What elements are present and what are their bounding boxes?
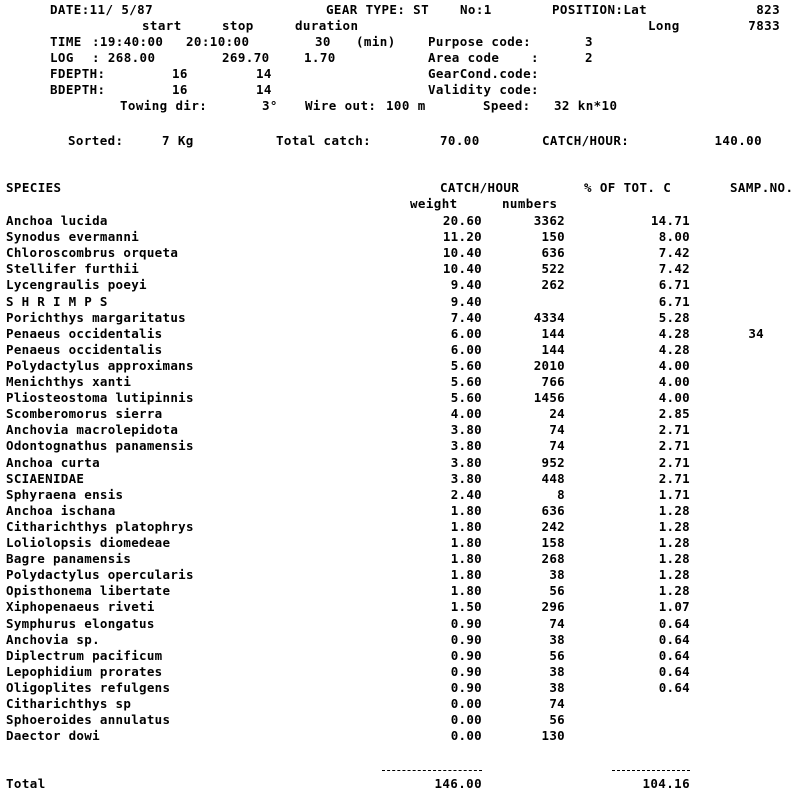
species-name: Sphoeroides annulatus <box>6 712 171 728</box>
numbers-per-hour: 74 <box>549 615 565 631</box>
total-percent: 104.16 <box>642 776 690 791</box>
longitude-label: Long <box>648 18 680 33</box>
weight-per-hour: 3.80 <box>450 438 482 454</box>
weight-per-hour: 1.80 <box>450 551 482 567</box>
species-name: Citharichthys sp <box>6 696 132 711</box>
percent-of-total: 0.64 <box>658 647 690 663</box>
column-start-header: start <box>142 18 182 33</box>
table-row <box>0 277 800 293</box>
sample-number: 34 <box>748 325 764 341</box>
species-name: Anchovia sp. <box>6 631 100 647</box>
table-row <box>0 616 800 632</box>
bdepth-start: 16 <box>172 82 188 97</box>
percent-of-total: 1.28 <box>658 535 690 550</box>
total-catch-value: 70.00 <box>440 133 480 148</box>
weight-per-hour: 7.40 <box>450 309 482 325</box>
species-name: Lepophidium prorates <box>6 663 163 679</box>
purpose-code-value: 3 <box>585 34 593 49</box>
towing-dir-value: 3° <box>262 98 278 113</box>
time-label: TIME <box>50 34 82 49</box>
numbers-per-hour: 56 <box>549 647 565 663</box>
numbers-per-hour: 766 <box>541 374 565 389</box>
weight-per-hour: 1.80 <box>450 583 482 599</box>
validity-code-label: Validity code: <box>428 82 539 97</box>
percent-of-total: 4.00 <box>658 357 690 373</box>
table-row <box>0 599 800 615</box>
weight-per-hour: 3.80 <box>450 470 482 486</box>
table-row <box>0 390 800 406</box>
percent-of-total: 0.64 <box>658 679 690 695</box>
numbers-per-hour: 8 <box>557 486 565 502</box>
table-row <box>0 712 800 728</box>
species-name: SCIAENIDAE <box>6 470 85 486</box>
percent-of-total: 1.28 <box>658 583 690 599</box>
species-name: Anchoa ischana <box>6 502 116 518</box>
time-stop: 20:10:00 <box>186 34 250 49</box>
numbers-per-hour: 74 <box>549 696 565 711</box>
species-name: Sphyraena ensis <box>6 486 124 502</box>
table-row <box>0 326 800 342</box>
percent-of-total: 7.42 <box>658 245 690 261</box>
percent-of-total: 2.71 <box>658 438 690 454</box>
species-name: S H R I M P S <box>6 293 108 309</box>
fdepth-label: FDEPTH: <box>50 66 106 81</box>
weight-per-hour: 2.40 <box>450 486 482 502</box>
species-name: Xiphopenaeus riveti <box>6 599 155 615</box>
towing-dir-label: Towing dir: <box>120 98 208 113</box>
numbers-per-hour: 448 <box>541 470 565 486</box>
percent-of-total-column-header: % OF TOT. C <box>584 180 672 195</box>
numbers-per-hour: 74 <box>549 422 565 438</box>
speed-value: 32 kn*10 <box>554 98 618 113</box>
species-name: Opisthonema libertate <box>6 583 171 599</box>
numbers-per-hour: 296 <box>541 599 565 615</box>
percent-of-total: 14.71 <box>650 213 690 228</box>
weight-per-hour: 5.60 <box>450 357 482 373</box>
numbers-per-hour: 522 <box>541 261 565 277</box>
table-row <box>0 696 800 712</box>
weight-per-hour: 1.80 <box>450 518 482 534</box>
table-row <box>0 728 800 744</box>
numbers-per-hour: 24 <box>549 406 565 422</box>
percent-of-total: 8.00 <box>658 229 690 245</box>
percent-of-total: 6.71 <box>658 277 690 293</box>
table-row <box>0 632 800 648</box>
table-row <box>0 213 800 229</box>
total-catch-label: Total catch: <box>276 133 372 148</box>
table-row <box>0 229 800 245</box>
table-row <box>0 519 800 535</box>
percent-of-total: 1.28 <box>658 518 690 534</box>
time-duration: 30 <box>315 34 331 49</box>
station-no-label: No:1 <box>460 2 492 17</box>
table-row <box>0 487 800 503</box>
time-start: :19:40:00 <box>92 34 164 49</box>
species-name: Loliolopsis diomedeae <box>6 535 171 550</box>
table-row <box>0 374 800 390</box>
species-name: Polydactylus approximans <box>6 357 194 373</box>
numbers-per-hour: 38 <box>549 663 565 679</box>
percent-of-total: 1.28 <box>658 567 690 583</box>
numbers-subheader: numbers <box>502 196 558 211</box>
percent-of-total: 6.71 <box>658 293 690 309</box>
speed-label: Speed: <box>483 98 531 113</box>
weight-per-hour: 1.80 <box>450 567 482 583</box>
numbers-per-hour: 74 <box>549 438 565 454</box>
species-name: Stellifer furthii <box>6 261 140 277</box>
column-stop-header: stop <box>222 18 254 33</box>
total-label: Total <box>6 776 46 791</box>
weight-per-hour: 0.90 <box>450 615 482 631</box>
sorted-label: Sorted: <box>68 133 124 148</box>
table-row <box>0 535 800 551</box>
weight-per-hour: 5.60 <box>450 374 482 389</box>
weight-per-hour: 0.90 <box>450 647 482 663</box>
species-name: Porichthys margaritatus <box>6 309 186 325</box>
percent-of-total: 1.28 <box>658 502 690 518</box>
bdepth-stop: 14 <box>256 82 272 97</box>
species-name: Daector dowi <box>6 728 100 744</box>
numbers-per-hour: 130 <box>541 728 565 744</box>
wire-out-value: 100 m <box>386 98 426 113</box>
latitude-value: 823 <box>756 2 780 17</box>
percent-of-total: 4.00 <box>658 390 690 406</box>
weight-per-hour: 3.80 <box>450 454 482 470</box>
table-row <box>0 455 800 471</box>
species-name: Penaeus occidentalis <box>6 341 163 357</box>
table-row <box>0 358 800 374</box>
species-name: Anchovia macrolepidota <box>6 422 179 438</box>
table-row <box>0 310 800 326</box>
table-row <box>0 422 800 438</box>
table-row <box>0 583 800 599</box>
numbers-per-hour: 158 <box>541 535 565 550</box>
table-row <box>0 648 800 664</box>
species-name: Polydactylus opercularis <box>6 567 194 583</box>
numbers-per-hour: 150 <box>541 229 565 245</box>
weight-per-hour: 20.60 <box>442 213 482 228</box>
numbers-per-hour: 56 <box>549 583 565 599</box>
percent-of-total: 0.64 <box>658 663 690 679</box>
bdepth-label: BDEPTH: <box>50 82 106 97</box>
weight-per-hour: 9.40 <box>450 277 482 293</box>
percent-of-total: 4.28 <box>658 341 690 357</box>
weight-total-rule <box>382 770 482 771</box>
position-label: POSITION:Lat <box>552 2 648 17</box>
weight-per-hour: 1.80 <box>450 502 482 518</box>
species-name: Oligoplites refulgens <box>6 679 171 695</box>
table-row <box>0 680 800 696</box>
species-name: Lycengraulis poeyi <box>6 277 147 293</box>
weight-per-hour: 6.00 <box>450 341 482 357</box>
percent-of-total: 7.42 <box>658 261 690 277</box>
percent-of-total: 1.28 <box>658 551 690 567</box>
fdepth-start: 16 <box>172 66 188 81</box>
percent-of-total: 2.71 <box>658 422 690 438</box>
numbers-per-hour: 38 <box>549 567 565 583</box>
sample-number-column-header: SAMP.NO. <box>730 180 794 195</box>
species-name: Bagre panamensis <box>6 551 132 567</box>
species-name: Chloroscombrus orqueta <box>6 245 179 261</box>
numbers-per-hour: 268 <box>541 551 565 567</box>
wire-out-label: Wire out: <box>305 98 377 113</box>
log-label: LOG <box>50 50 74 65</box>
catch-hour-column-header: CATCH/HOUR <box>440 180 520 195</box>
weight-per-hour: 0.90 <box>450 631 482 647</box>
species-name: Citharichthys platophrys <box>6 518 194 534</box>
purpose-code-label: Purpose code: <box>428 34 532 49</box>
percent-total-rule <box>612 770 690 771</box>
percent-of-total: 4.00 <box>658 374 690 389</box>
species-name: Synodus evermanni <box>6 229 140 245</box>
weight-per-hour: 0.90 <box>450 663 482 679</box>
percent-of-total: 2.85 <box>658 406 690 422</box>
table-row <box>0 503 800 519</box>
numbers-per-hour: 38 <box>549 679 565 695</box>
log-stop: 269.70 <box>222 50 270 65</box>
weight-per-hour: 0.00 <box>450 728 482 744</box>
weight-subheader: weight <box>410 196 458 211</box>
numbers-per-hour: 2010 <box>533 357 565 373</box>
catch-per-hour-label: CATCH/HOUR: <box>542 133 630 148</box>
fdepth-stop: 14 <box>256 66 272 81</box>
table-row <box>0 342 800 358</box>
species-name: Odontognathus panamensis <box>6 438 194 454</box>
weight-per-hour: 6.00 <box>450 325 482 341</box>
species-name: Diplectrum pacificum <box>6 647 163 663</box>
table-row <box>0 551 800 567</box>
log-duration: 1.70 <box>304 50 336 65</box>
species-name: Anchoa curta <box>6 454 100 470</box>
sorted-value: 7 Kg <box>162 133 194 148</box>
table-row <box>0 245 800 261</box>
numbers-per-hour: 144 <box>541 341 565 357</box>
species-name: Menichthys xanti <box>6 374 132 389</box>
weight-per-hour: 5.60 <box>450 390 482 406</box>
gearcond-code-label: GearCond.code: <box>428 66 539 81</box>
table-row <box>0 567 800 583</box>
weight-per-hour: 10.40 <box>442 245 482 261</box>
table-row <box>0 664 800 680</box>
numbers-per-hour: 1456 <box>533 390 565 406</box>
species-column-header: SPECIES <box>6 180 62 195</box>
numbers-per-hour: 4334 <box>533 309 565 325</box>
weight-per-hour: 0.00 <box>450 712 482 728</box>
percent-of-total: 2.71 <box>658 470 690 486</box>
weight-per-hour: 9.40 <box>450 293 482 309</box>
total-weight: 146.00 <box>434 776 482 791</box>
table-row <box>0 406 800 422</box>
time-unit: (min) <box>356 34 396 49</box>
numbers-per-hour: 56 <box>549 712 565 728</box>
species-name: Penaeus occidentalis <box>6 325 163 341</box>
percent-of-total: 4.28 <box>658 325 690 341</box>
catch-per-hour-value: 140.00 <box>714 133 762 148</box>
area-code-value: 2 <box>585 50 593 65</box>
numbers-per-hour: 38 <box>549 631 565 647</box>
percent-of-total: 1.71 <box>658 486 690 502</box>
numbers-per-hour: 144 <box>541 325 565 341</box>
weight-per-hour: 4.00 <box>450 406 482 422</box>
weight-per-hour: 1.50 <box>450 599 482 615</box>
numbers-per-hour: 262 <box>541 277 565 293</box>
weight-per-hour: 10.40 <box>442 261 482 277</box>
weight-per-hour: 0.00 <box>450 696 482 711</box>
weight-per-hour: 11.20 <box>442 229 482 245</box>
longitude-value: 7833 <box>748 18 780 33</box>
table-row <box>0 438 800 454</box>
species-name: Scomberomorus sierra <box>6 406 163 422</box>
percent-of-total: 2.71 <box>658 454 690 470</box>
area-code-label: Area code : <box>428 50 539 65</box>
numbers-per-hour: 242 <box>541 518 565 534</box>
log-start: : 268.00 <box>92 50 156 65</box>
percent-of-total: 5.28 <box>658 309 690 325</box>
weight-per-hour: 0.90 <box>450 679 482 695</box>
table-row <box>0 294 800 310</box>
numbers-per-hour: 952 <box>541 454 565 470</box>
column-duration-header: duration <box>295 18 359 33</box>
percent-of-total: 0.64 <box>658 631 690 647</box>
weight-per-hour: 1.80 <box>450 535 482 550</box>
gear-type-label: GEAR TYPE: ST <box>326 2 430 17</box>
percent-of-total: 1.07 <box>658 599 690 615</box>
date-label: DATE:11/ 5/87 <box>50 2 154 17</box>
table-row <box>0 471 800 487</box>
species-name: Symphurus elongatus <box>6 615 155 631</box>
percent-of-total: 0.64 <box>658 615 690 631</box>
table-row <box>0 261 800 277</box>
species-name: Pliosteostoma lutipinnis <box>6 390 194 406</box>
numbers-per-hour: 636 <box>541 245 565 261</box>
species-name: Anchoa lucida <box>6 213 108 228</box>
numbers-per-hour: 636 <box>541 502 565 518</box>
numbers-per-hour: 3362 <box>533 213 565 228</box>
weight-per-hour: 3.80 <box>450 422 482 438</box>
